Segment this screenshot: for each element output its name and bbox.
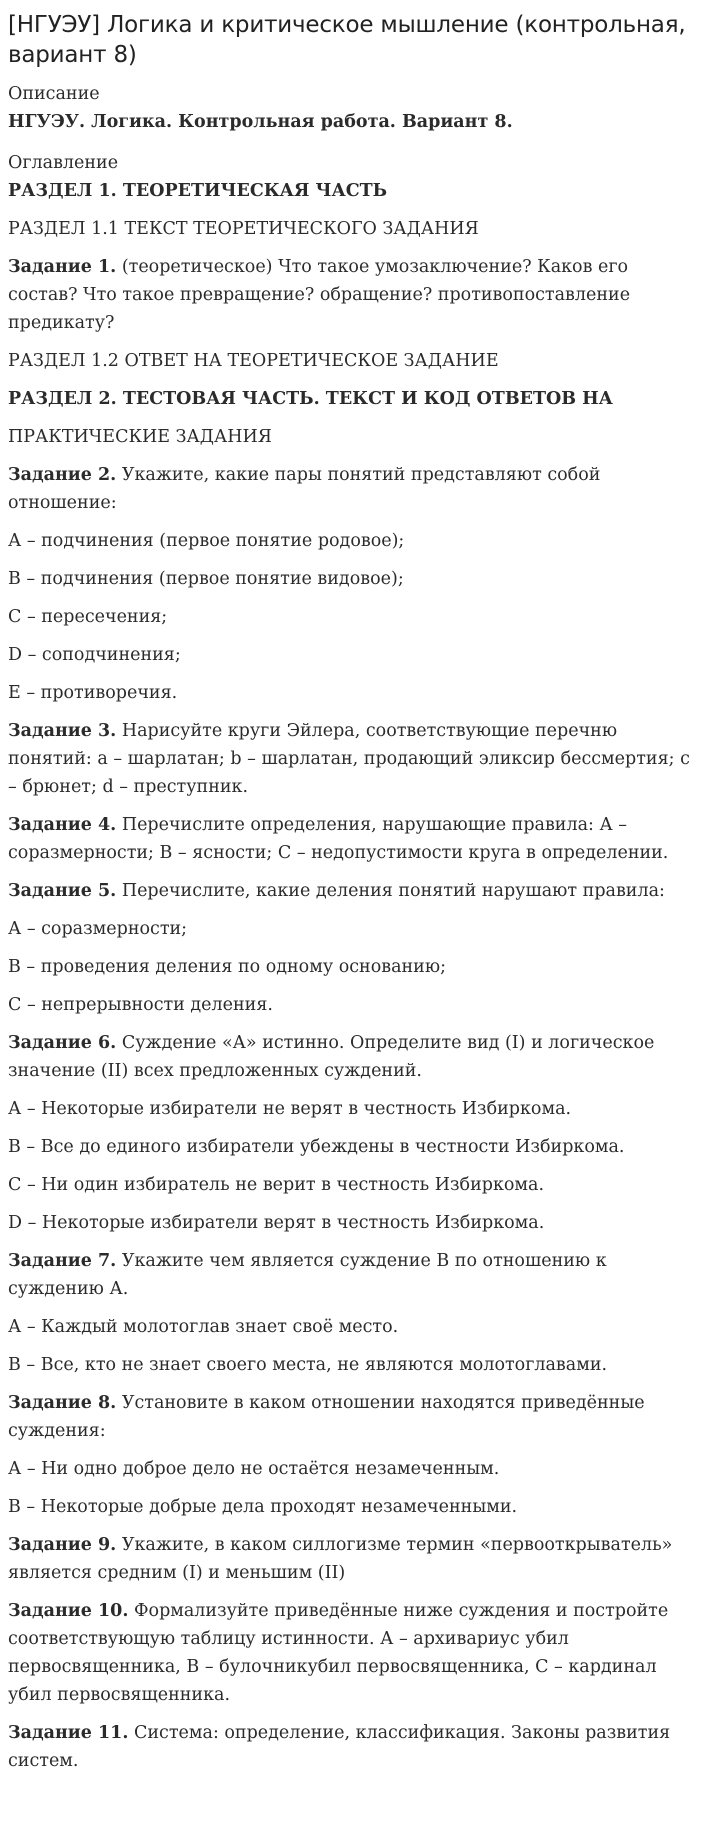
task-label: Задание 10. — [8, 1601, 129, 1621]
task-text: Перечислите, какие деления понятий нарушают правила: — [116, 881, 665, 901]
task-label: Задание 3. — [8, 721, 117, 741]
task-paragraph — [8, 1531, 693, 1587]
option-line: В – Все, кто не знает своего места, не являются молотоглавами. — [8, 1355, 608, 1375]
section-heading: РАЗДЕЛ 1. ТЕОРЕТИЧЕСКАЯ ЧАСТЬ — [8, 181, 388, 201]
section-subheading: РАЗДЕЛ 1.1 ТЕКСТ ТЕОРЕТИЧЕСКОГО ЗАДАНИЯ — [8, 219, 479, 239]
section-subheading: РАЗДЕЛ 1.2 ОТВЕТ НА ТЕОРЕТИЧЕСКОЕ ЗАДАНИЕ — [8, 351, 499, 371]
option-line: А – подчинения (первое понятие родовое); — [8, 531, 405, 551]
task-paragraph — [8, 253, 693, 337]
option-line: В – Некоторые добрые дела проходят незамеченными. — [8, 1497, 518, 1517]
task-text: Нарисуйте круги Эйлера, соответствующие перечню понятий: а – шарлатан; b – шарлатан, продающий эликсир бессмертия; c – брюнет; d – преступник. — [8, 721, 690, 797]
page-title: [НГУЭУ] Логика и критическое мышление (контрольная, вариант 8) — [8, 12, 686, 68]
description-text: НГУЭУ. Логика. Контрольная работа. Вариант 8. — [8, 112, 513, 132]
task-paragraph — [8, 1029, 693, 1085]
task-text: Укажите, в каком силлогизме термин «первооткрыватель» является средним (I) и меньшим (II) — [8, 1535, 673, 1583]
task-label: Задание 9. — [8, 1535, 117, 1555]
task-paragraph — [8, 1719, 693, 1775]
task-paragraph — [8, 1597, 693, 1709]
task-label: Задание 8. — [8, 1393, 117, 1413]
task-text: Система: определение, классификация. Законы развития систем. — [8, 1723, 671, 1771]
option-line: D – соподчинения; — [8, 645, 181, 665]
task-paragraph — [8, 1389, 693, 1445]
option-line: А – Каждый молотоглав знает своё место. — [8, 1317, 399, 1337]
task-paragraph — [8, 461, 693, 517]
task-text: Укажите, какие пары понятий представляют собой отношение: — [8, 465, 601, 513]
option-line: D – Некоторые избиратели верят в честность Избиркома. — [8, 1213, 545, 1233]
task-label: Задание 6. — [8, 1033, 117, 1053]
section-subheading: ПРАКТИЧЕСКИЕ ЗАДАНИЯ — [8, 427, 272, 447]
task-text: Укажите чем является суждение В по отношению к суждению А. — [8, 1251, 607, 1299]
option-line: В – Все до единого избиратели убеждены в честности Избиркома. — [8, 1137, 625, 1157]
task-label: Задание 5. — [8, 881, 117, 901]
task-label: Задание 1. — [8, 257, 117, 277]
option-line: В – проведения деления по одному основанию; — [8, 957, 446, 977]
option-line: С – Ни один избиратель не верит в честность Избиркома. — [8, 1175, 545, 1195]
option-line: В – подчинения (первое понятие видовое); — [8, 569, 404, 589]
task-paragraph — [8, 717, 693, 801]
option-line: А – Некоторые избиратели не верят в честность Избиркома. — [8, 1099, 572, 1119]
task-text: Суждение «А» истинно. Определите вид (I) и логическое значение (II) всех предложенных суждений. — [8, 1033, 655, 1081]
task-text: (теоретическое) Что такое умозаключение? Каков его состав? Что такое превращение? обращение? противопоставление предикату? — [8, 257, 631, 333]
toc-content — [8, 177, 693, 1775]
task-paragraph — [8, 877, 693, 905]
task-label: Задание 2. — [8, 465, 117, 485]
task-paragraph — [8, 811, 693, 867]
option-line: А – Ни одно доброе дело не остаётся незамеченным. — [8, 1459, 500, 1479]
option-line: С – пересечения; — [8, 607, 168, 627]
option-line: А – соразмерности; — [8, 919, 188, 939]
task-label: Задание 7. — [8, 1251, 117, 1271]
task-text: Установите в каком отношении находятся приведённые суждения: — [8, 1393, 645, 1441]
task-label: Задание 11. — [8, 1723, 129, 1743]
toc-label: Оглавление — [8, 153, 119, 173]
document — [0, 10, 701, 1775]
option-line: С – непрерывности деления. — [8, 995, 273, 1015]
task-text: Формализуйте приведённые ниже суждения и постройте соответствующую таблицу истинности. А – архивариус убил первосвященника, В – булочникубил первосвященника, С – кардинал убил первосвященника. — [8, 1601, 669, 1705]
task-paragraph — [8, 1247, 693, 1303]
task-label: Задание 4. — [8, 815, 117, 835]
section-heading: РАЗДЕЛ 2. ТЕСТОВАЯ ЧАСТЬ. ТЕКСТ И КОД ОТВЕТОВ НА — [8, 389, 613, 409]
option-line: Е – противоречия. — [8, 683, 178, 703]
task-text: Перечислите определения, нарушающие правила: А – соразмерности; В – ясности; С – недопустимости круга в определении. — [8, 815, 669, 863]
description-label: Описание — [8, 84, 100, 104]
